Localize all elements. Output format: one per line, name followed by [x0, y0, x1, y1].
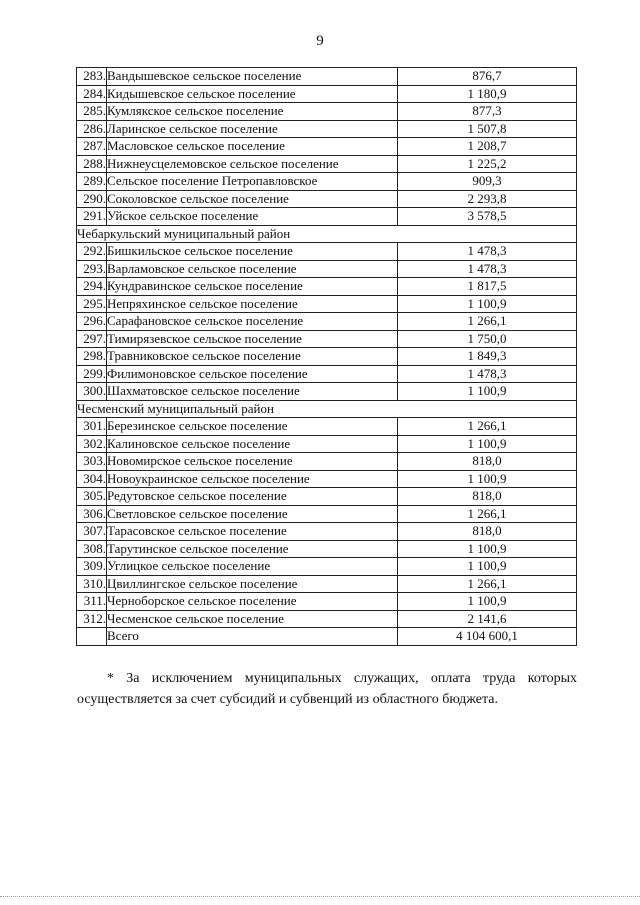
settlement-name: Углицкое сельское поселение	[107, 558, 398, 576]
amount-value: 1 266,1	[398, 418, 577, 436]
row-number: 297.	[77, 330, 107, 348]
settlement-name: Калиновское сельское поселение	[107, 435, 398, 453]
row-number	[77, 628, 107, 646]
amount-value: 818,0	[398, 453, 577, 471]
table-row	[77, 575, 577, 593]
settlement-name: Соколовское сельское поселение	[107, 190, 398, 208]
row-number: 301.	[77, 418, 107, 436]
row-number: 293.	[77, 260, 107, 278]
section-row	[77, 400, 577, 418]
row-number: 290.	[77, 190, 107, 208]
amount-value: 1 100,9	[398, 435, 577, 453]
table-row	[77, 85, 577, 103]
table-row	[77, 488, 577, 506]
settlement-name: Чесменское сельское поселение	[107, 610, 398, 628]
table-row	[77, 523, 577, 541]
row-number: 283.	[77, 68, 107, 86]
settlement-name: Кидышевское сельское поселение	[107, 85, 398, 103]
table-row	[77, 295, 577, 313]
settlements-table	[76, 67, 577, 646]
page-bottom-divider	[0, 896, 640, 897]
settlement-name: Сельское поселение Петропавловское	[107, 173, 398, 191]
amount-value: 1 100,9	[398, 383, 577, 401]
row-number: 295.	[77, 295, 107, 313]
table-row	[77, 505, 577, 523]
amount-value: 1 100,9	[398, 470, 577, 488]
row-number: 294.	[77, 278, 107, 296]
settlement-name: Нижнеусцелемовское сельское поселение	[107, 155, 398, 173]
row-number: 285.	[77, 103, 107, 121]
row-number: 302.	[77, 435, 107, 453]
table-row	[77, 313, 577, 331]
settlement-name: Светловское сельское поселение	[107, 505, 398, 523]
row-number: 298.	[77, 348, 107, 366]
table-row	[77, 173, 577, 191]
settlement-name: Масловское сельское поселение	[107, 138, 398, 156]
amount-value: 1 100,9	[398, 593, 577, 611]
table-row	[77, 610, 577, 628]
row-number: 284.	[77, 85, 107, 103]
row-number: 288.	[77, 155, 107, 173]
settlement-name: Вандышевское сельское поселение	[107, 68, 398, 86]
amount-value: 1 100,9	[398, 295, 577, 313]
amount-value: 2 293,8	[398, 190, 577, 208]
amount-value: 877,3	[398, 103, 577, 121]
amount-value: 1 180,9	[398, 85, 577, 103]
row-number: 291.	[77, 208, 107, 226]
amount-value: 1 266,1	[398, 313, 577, 331]
settlement-name: Сарафановское сельское поселение	[107, 313, 398, 331]
settlement-name: Ларинское сельское поселение	[107, 120, 398, 138]
table-row	[77, 260, 577, 278]
settlement-name: Новоукраинское сельское поселение	[107, 470, 398, 488]
row-number: 286.	[77, 120, 107, 138]
table-row	[77, 120, 577, 138]
section-row	[77, 225, 577, 243]
amount-value: 1 507,8	[398, 120, 577, 138]
settlement-name: Кундравинское сельское поселение	[107, 278, 398, 296]
row-number: 287.	[77, 138, 107, 156]
amount-value: 1 100,9	[398, 540, 577, 558]
table-row	[77, 243, 577, 261]
amount-value: 818,0	[398, 523, 577, 541]
table-row	[77, 138, 577, 156]
amount-value: 876,7	[398, 68, 577, 86]
row-number: 310.	[77, 575, 107, 593]
amount-value: 1 817,5	[398, 278, 577, 296]
table-row	[77, 190, 577, 208]
amount-value: 1 266,1	[398, 575, 577, 593]
total-value: 4 104 600,1	[398, 628, 577, 646]
settlement-name: Непряхинское сельское поселение	[107, 295, 398, 313]
table-row	[77, 383, 577, 401]
settlement-name: Тарутинское сельское поселение	[107, 540, 398, 558]
amount-value: 1 266,1	[398, 505, 577, 523]
settlement-name: Бишкильское сельское поселение	[107, 243, 398, 261]
table-row	[77, 593, 577, 611]
amount-value: 1 100,9	[398, 558, 577, 576]
row-number: 304.	[77, 470, 107, 488]
amount-value: 3 578,5	[398, 208, 577, 226]
table-row	[77, 103, 577, 121]
row-number: 303.	[77, 453, 107, 471]
table-row	[77, 68, 577, 86]
row-number: 289.	[77, 173, 107, 191]
table-row	[77, 208, 577, 226]
table-row	[77, 365, 577, 383]
amount-value: 1 478,3	[398, 365, 577, 383]
table-row	[77, 278, 577, 296]
settlement-name: Черноборское сельское поселение	[107, 593, 398, 611]
settlement-name: Уйское сельское поселение	[107, 208, 398, 226]
row-number: 311.	[77, 593, 107, 611]
amount-value: 1 750,0	[398, 330, 577, 348]
settlement-name: Травниковское сельское поселение	[107, 348, 398, 366]
settlement-name: Редутовское сельское поселение	[107, 488, 398, 506]
table-row	[77, 453, 577, 471]
table-body	[77, 68, 577, 646]
table-row	[77, 540, 577, 558]
row-number: 307.	[77, 523, 107, 541]
settlement-name: Шахматовское сельское поселение	[107, 383, 398, 401]
table-row	[77, 330, 577, 348]
total-label: Всего	[107, 628, 398, 646]
row-number: 296.	[77, 313, 107, 331]
total-row	[77, 628, 577, 646]
table-row	[77, 155, 577, 173]
amount-value: 2 141,6	[398, 610, 577, 628]
table-row	[77, 470, 577, 488]
section-title: Чесменский муниципальный район	[77, 400, 577, 418]
amount-value: 818,0	[398, 488, 577, 506]
row-number: 308.	[77, 540, 107, 558]
amount-value: 1 849,3	[398, 348, 577, 366]
settlement-name: Новомирское сельское поселение	[107, 453, 398, 471]
row-number: 300.	[77, 383, 107, 401]
page-number: 9	[316, 33, 324, 49]
section-title: Чебаркульский муниципальный район	[77, 225, 577, 243]
footnote: * За исключением муниципальных служащих, оплата труда которых осуществляется за счет субсидий и субвенций из областного бюджета.	[77, 671, 577, 707]
settlement-name: Кумлякское сельское поселение	[107, 103, 398, 121]
row-number: 292.	[77, 243, 107, 261]
settlement-name: Тимирязевское сельское поселение	[107, 330, 398, 348]
settlement-name: Цвиллингское сельское поселение	[107, 575, 398, 593]
settlement-name: Филимоновское сельское поселение	[107, 365, 398, 383]
table-row	[77, 558, 577, 576]
settlement-name: Варламовское сельское поселение	[107, 260, 398, 278]
amount-value: 1 225,2	[398, 155, 577, 173]
amount-value: 1 478,3	[398, 260, 577, 278]
table-row	[77, 418, 577, 436]
row-number: 309.	[77, 558, 107, 576]
amount-value: 909,3	[398, 173, 577, 191]
row-number: 306.	[77, 505, 107, 523]
amount-value: 1 478,3	[398, 243, 577, 261]
settlement-name: Березинское сельское поселение	[107, 418, 398, 436]
row-number: 299.	[77, 365, 107, 383]
table-row	[77, 348, 577, 366]
row-number: 305.	[77, 488, 107, 506]
settlement-name: Тарасовское сельское поселение	[107, 523, 398, 541]
row-number: 312.	[77, 610, 107, 628]
table-row	[77, 435, 577, 453]
amount-value: 1 208,7	[398, 138, 577, 156]
